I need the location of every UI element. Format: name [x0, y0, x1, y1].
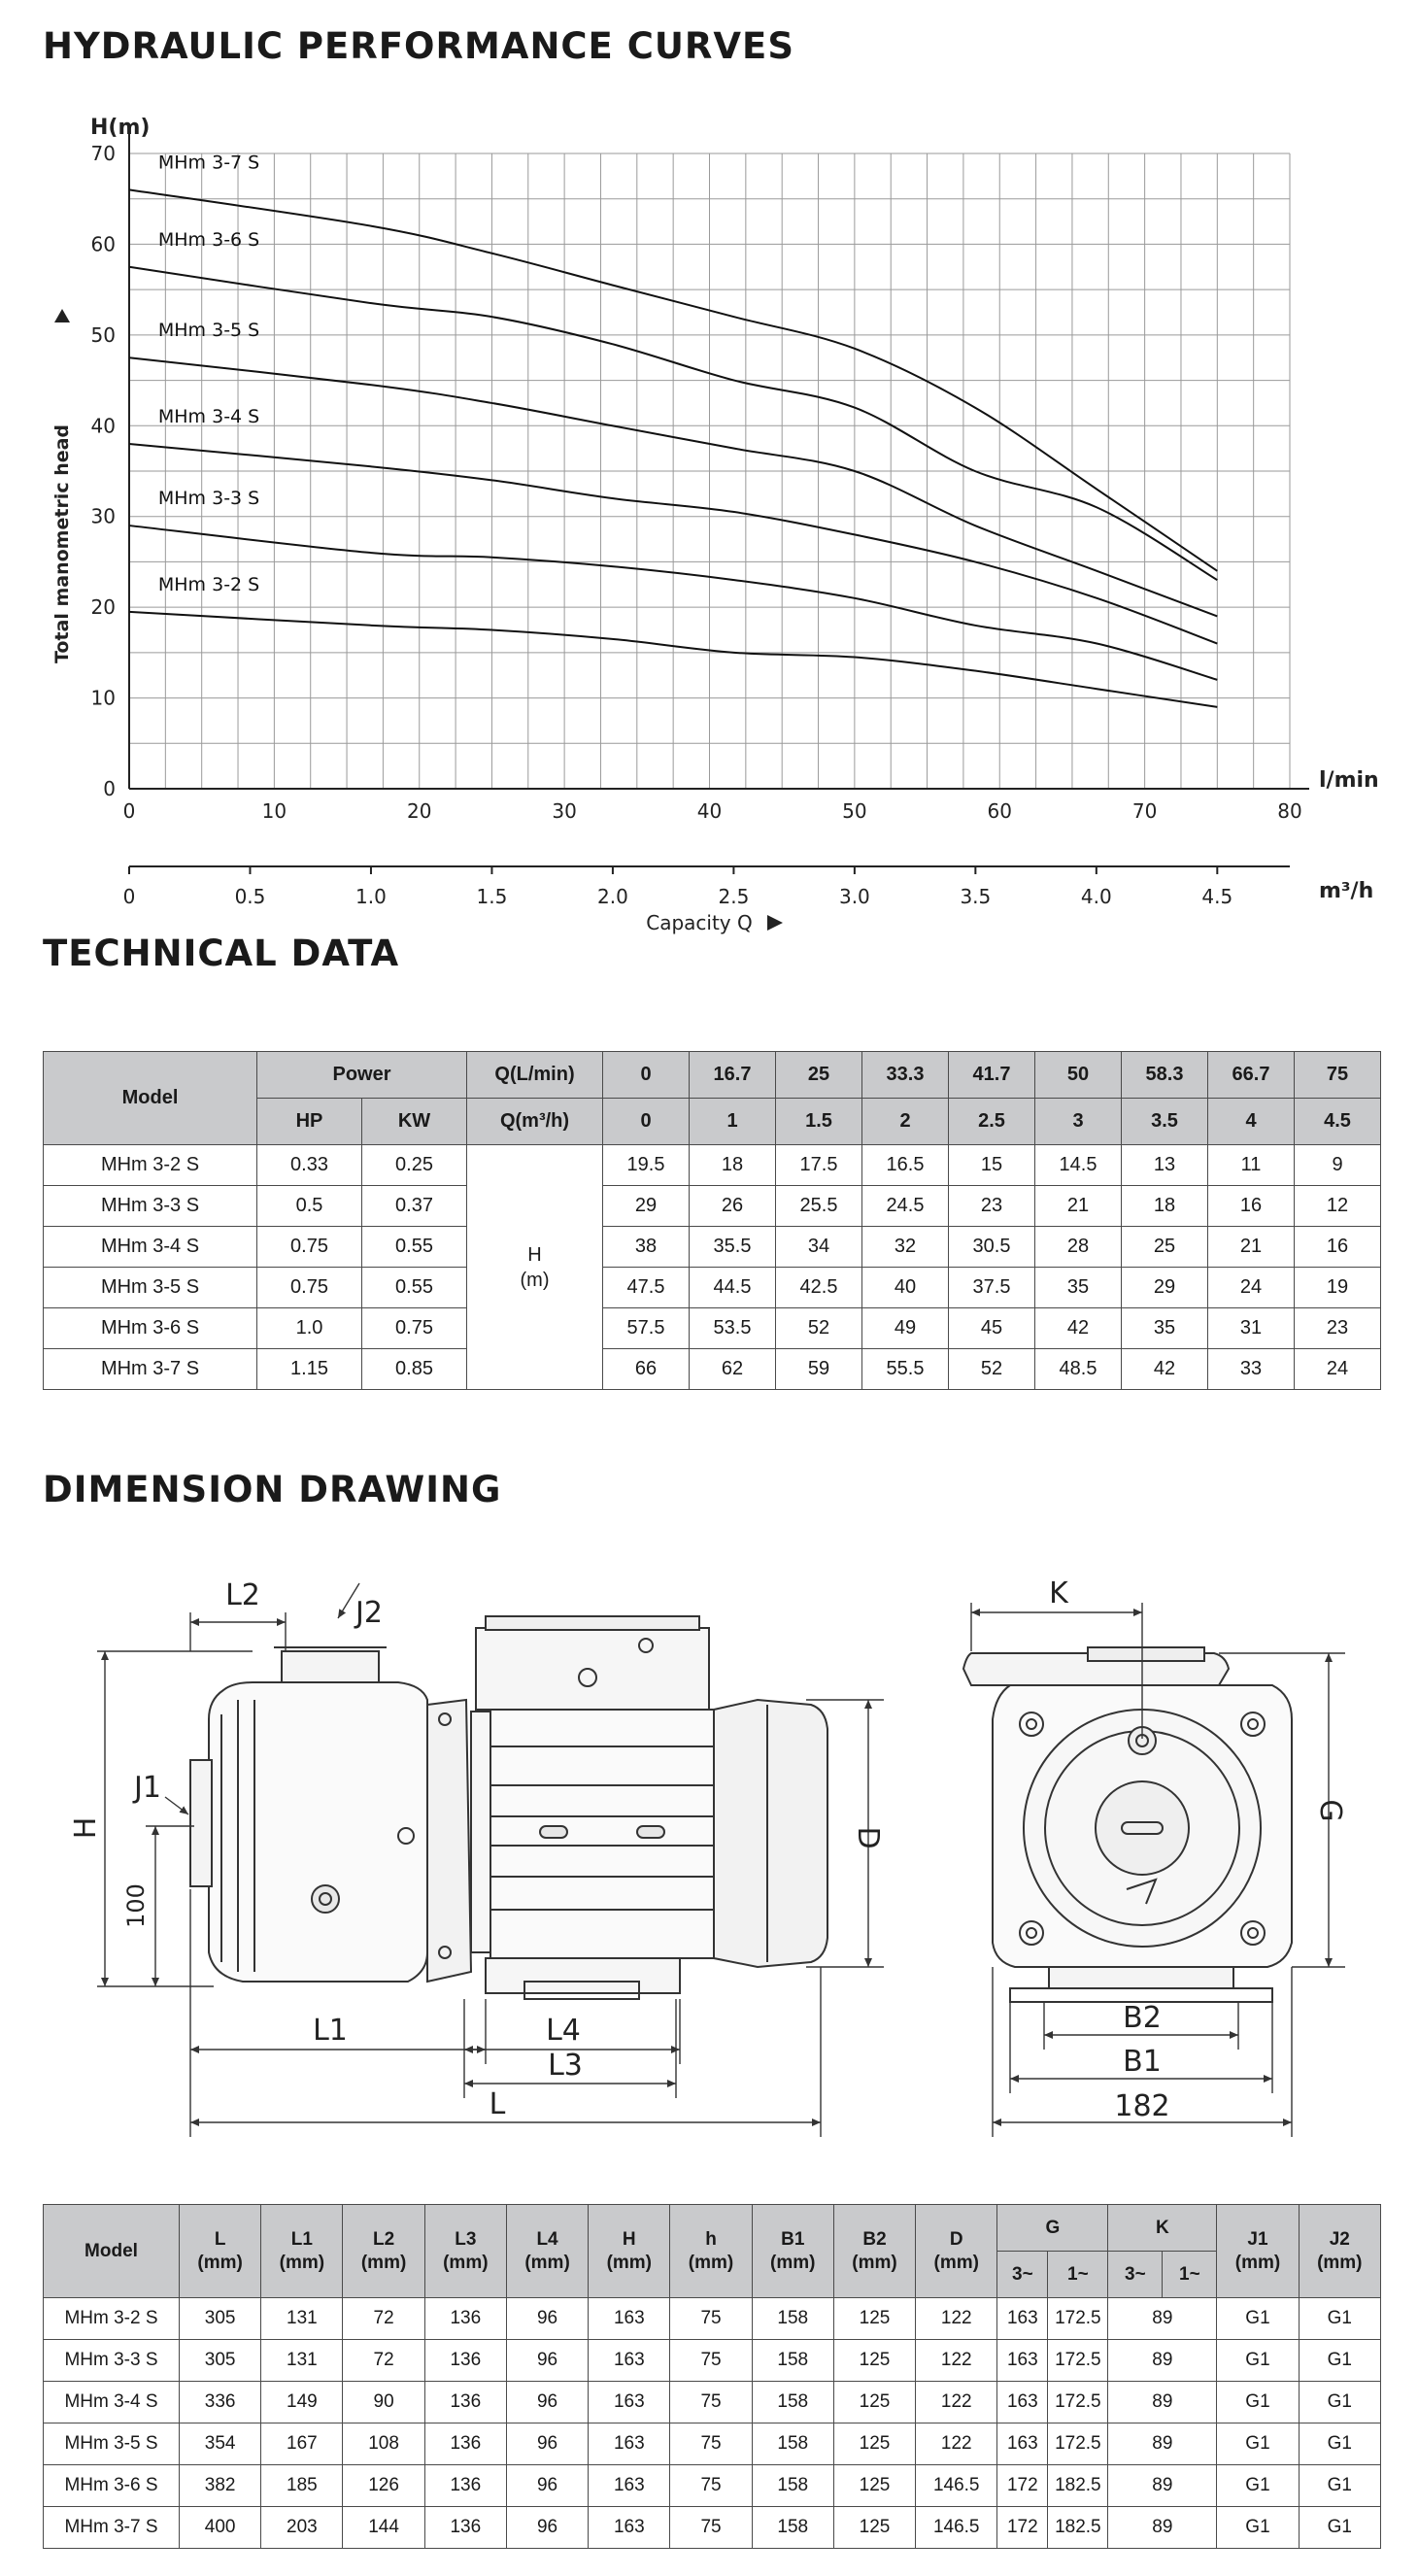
x-tick-label: 50 — [842, 799, 867, 823]
dim-cell-l2: 72 — [343, 2298, 424, 2340]
label-J1: J1 — [134, 1771, 161, 1805]
tech-cell-head: 29 — [603, 1186, 690, 1227]
dim-cell-l4: 96 — [506, 2340, 588, 2382]
tech-q-lmin: 41.7 — [949, 1052, 1035, 1099]
dim-cell-b1: 158 — [752, 2382, 833, 2423]
tech-q-lmin: 25 — [776, 1052, 862, 1099]
tech-q-lmin: 0 — [603, 1052, 690, 1099]
tech-cell-head: 30.5 — [949, 1227, 1035, 1268]
x2-tick-label: 0.5 — [234, 885, 266, 908]
tech-row — [44, 1145, 1381, 1186]
dim-cell-h: 163 — [589, 2382, 670, 2423]
dim-row — [44, 2382, 1381, 2423]
tech-cell-model: MHm 3-4 S — [44, 1227, 257, 1268]
x2-tick-label: 1.5 — [476, 885, 508, 908]
dim-cell-b2: 125 — [833, 2340, 915, 2382]
dim-cell-l1: 203 — [261, 2507, 343, 2549]
x2-tick-label: 3.5 — [960, 885, 992, 908]
dim-cell-h: 75 — [670, 2465, 752, 2507]
tech-q-lmin: 50 — [1035, 1052, 1122, 1099]
tech-cell-head: 38 — [603, 1227, 690, 1268]
tech-cell-head: 62 — [690, 1349, 776, 1390]
tech-cell-head: 23 — [949, 1186, 1035, 1227]
dim-cell-j2: G1 — [1299, 2340, 1380, 2382]
dim-cell-b1: 158 — [752, 2465, 833, 2507]
x2-tick-label: 3.0 — [838, 885, 870, 908]
dim-cell-b2: 125 — [833, 2298, 915, 2340]
chart-axes — [129, 124, 1309, 874]
tech-cell-head: 42 — [1035, 1308, 1122, 1349]
dim-header-L3: L3 (mm) — [424, 2205, 506, 2298]
x-tick-label: 60 — [987, 799, 1012, 823]
tech-cell-hp: 0.33 — [257, 1145, 362, 1186]
series-label: MHm 3-4 S — [157, 405, 260, 427]
dim-cell-j2: G1 — [1299, 2423, 1380, 2465]
dim-cell-d: 146.5 — [916, 2465, 997, 2507]
dim-header-L1: L1 (mm) — [261, 2205, 343, 2298]
tech-cell-head: 49 — [862, 1308, 949, 1349]
dim-cell-j2: G1 — [1299, 2382, 1380, 2423]
tech-cell-head: 24 — [1295, 1349, 1381, 1390]
y-tick-label: 70 — [90, 142, 116, 165]
label-100: 100 — [122, 1883, 150, 1928]
x2-tick-label: 2.5 — [718, 885, 750, 908]
dim-cell-k: 89 — [1108, 2423, 1217, 2465]
dim-cell-b1: 158 — [752, 2340, 833, 2382]
tech-cell-head: 24.5 — [862, 1186, 949, 1227]
label-H: H — [69, 1816, 103, 1840]
dim-header-J1: J1 (mm) — [1217, 2205, 1299, 2298]
dim-cell-j2: G1 — [1299, 2298, 1380, 2340]
dim-cell-j1: G1 — [1217, 2423, 1299, 2465]
dim-cell-l2: 144 — [343, 2507, 424, 2549]
dim-cell-l: 336 — [180, 2382, 261, 2423]
dim-cell-g3: 163 — [997, 2382, 1048, 2423]
dim-cell-k: 89 — [1108, 2465, 1217, 2507]
tech-cell-head: 19.5 — [603, 1145, 690, 1186]
dim-cell-h: 163 — [589, 2423, 670, 2465]
dim-header-L: L (mm) — [180, 2205, 261, 2298]
x-tick-label: 20 — [407, 799, 432, 823]
dim-cell-l: 305 — [180, 2298, 261, 2340]
label-182: 182 — [1114, 2089, 1170, 2123]
tech-section-title: TECHNICAL DATA — [43, 932, 400, 974]
tech-cell-model: MHm 3-6 S — [44, 1308, 257, 1349]
label-B1: B1 — [1123, 2045, 1162, 2079]
tech-cell-head: 59 — [776, 1349, 862, 1390]
dimension-table — [43, 2204, 1381, 2549]
dim-cell-l2: 108 — [343, 2423, 424, 2465]
tech-q-m3h: 2 — [862, 1099, 949, 1145]
dim-cell-l4: 96 — [506, 2382, 588, 2423]
tech-cell-head: 45 — [949, 1308, 1035, 1349]
tech-cell-hp: 1.0 — [257, 1308, 362, 1349]
curves-section-title: HYDRAULIC PERFORMANCE CURVES — [43, 25, 794, 67]
tech-cell-head: 35 — [1122, 1308, 1208, 1349]
dim-cell-k: 89 — [1108, 2507, 1217, 2549]
dim-cell-l3: 136 — [424, 2465, 506, 2507]
dim-cell-b2: 125 — [833, 2507, 915, 2549]
dim-cell-l3: 136 — [424, 2298, 506, 2340]
dim-cell-l: 305 — [180, 2340, 261, 2382]
tech-row — [44, 1308, 1381, 1349]
tech-cell-head: 16.5 — [862, 1145, 949, 1186]
x-tick-label: 70 — [1131, 799, 1158, 823]
dim-cell-l4: 96 — [506, 2465, 588, 2507]
tech-cell-head: 16 — [1208, 1186, 1295, 1227]
dim-cell-j1: G1 — [1217, 2465, 1299, 2507]
label-G: G — [1313, 1799, 1347, 1822]
dim-cell-g3: 172 — [997, 2507, 1048, 2549]
tech-cell-head: 18 — [690, 1145, 776, 1186]
dim-cell-d: 122 — [916, 2423, 997, 2465]
tech-cell-kw: 0.55 — [362, 1227, 467, 1268]
tech-cell-model: MHm 3-5 S — [44, 1268, 257, 1308]
dim-cell-l3: 136 — [424, 2507, 506, 2549]
tech-cell-head: 44.5 — [690, 1268, 776, 1308]
x-tick-label: 0 — [122, 799, 136, 823]
tech-row — [44, 1227, 1381, 1268]
tech-q-lmin: 16.7 — [690, 1052, 776, 1099]
dim-cell-model: MHm 3-6 S — [44, 2465, 180, 2507]
tech-cell-head: 25.5 — [776, 1186, 862, 1227]
dim-cell-l2: 90 — [343, 2382, 424, 2423]
y-tick-label: 10 — [90, 686, 116, 710]
tech-cell-kw: 0.37 — [362, 1186, 467, 1227]
series-label: MHm 3-5 S — [157, 320, 260, 342]
tech-power-header: Power — [257, 1052, 467, 1099]
dim-cell-b2: 125 — [833, 2423, 915, 2465]
dim-header-L2: L2 (mm) — [343, 2205, 424, 2298]
x2-tick-label: 2.0 — [597, 885, 628, 908]
dim-cell-b1: 158 — [752, 2298, 833, 2340]
dim-cell-h: 163 — [589, 2298, 670, 2340]
dim-cell-k: 89 — [1108, 2382, 1217, 2423]
side-view — [190, 1616, 827, 1999]
dim-cell-h: 163 — [589, 2507, 670, 2549]
dim-header-g-1: 1~ — [1048, 2252, 1108, 2298]
tech-cell-head: 9 — [1295, 1145, 1381, 1186]
tech-cell-head: 48.5 — [1035, 1349, 1122, 1390]
dim-cell-g1: 182.5 — [1048, 2507, 1108, 2549]
tech-cell-head: 26 — [690, 1186, 776, 1227]
label-J2: J2 — [355, 1596, 383, 1630]
series-label: MHm 3-2 S — [157, 573, 260, 595]
tech-model-header: Model — [44, 1052, 257, 1145]
dim-cell-d: 122 — [916, 2382, 997, 2423]
dim-row — [44, 2423, 1381, 2465]
tech-cell-head: 31 — [1208, 1308, 1295, 1349]
tech-cell-head: 12 — [1295, 1186, 1381, 1227]
tech-kw-header: KW — [362, 1099, 467, 1145]
technical-data-table — [43, 1051, 1381, 1390]
tech-cell-hp: 1.15 — [257, 1349, 362, 1390]
tech-hp-header: HP — [257, 1099, 362, 1145]
label-L: L — [489, 2087, 506, 2121]
dim-header-L4: L4 (mm) — [506, 2205, 588, 2298]
dim-header-h: h (mm) — [670, 2205, 752, 2298]
y-tick-label: 60 — [90, 232, 116, 256]
dim-cell-h: 163 — [589, 2465, 670, 2507]
tech-cell-head: 35.5 — [690, 1227, 776, 1268]
tech-cell-head: 18 — [1122, 1186, 1208, 1227]
tech-cell-head: 23 — [1295, 1308, 1381, 1349]
tech-q-lmin: 33.3 — [862, 1052, 949, 1099]
front-view — [963, 1647, 1292, 2002]
label-D: D — [851, 1826, 885, 1849]
dim-cell-b2: 125 — [833, 2382, 915, 2423]
tech-cell-model: MHm 3-3 S — [44, 1186, 257, 1227]
dim-cell-l1: 167 — [261, 2423, 343, 2465]
dim-cell-d: 122 — [916, 2340, 997, 2382]
series-label: MHm 3-6 S — [157, 228, 260, 251]
tech-cell-head: 47.5 — [603, 1268, 690, 1308]
dim-cell-h: 75 — [670, 2507, 752, 2549]
dim-header-model: Model — [44, 2205, 180, 2298]
dim-cell-l4: 96 — [506, 2298, 588, 2340]
tech-cell-model: MHm 3-7 S — [44, 1349, 257, 1390]
x2-tick-label: 1.0 — [355, 885, 387, 908]
dim-cell-b1: 158 — [752, 2423, 833, 2465]
dim-cell-j1: G1 — [1217, 2340, 1299, 2382]
tech-cell-head: 21 — [1035, 1186, 1122, 1227]
dim-cell-d: 122 — [916, 2298, 997, 2340]
tech-cell-head: 13 — [1122, 1145, 1208, 1186]
y-tick-label: 30 — [90, 504, 116, 528]
x-axis-arrow-icon — [767, 915, 783, 931]
tech-cell-head: 25 — [1122, 1227, 1208, 1268]
tech-q-m3h: 1.5 — [776, 1099, 862, 1145]
dim-cell-l3: 136 — [424, 2382, 506, 2423]
tech-cell-head: 66 — [603, 1349, 690, 1390]
dim-cell-l1: 185 — [261, 2465, 343, 2507]
tech-cell-kw: 0.85 — [362, 1349, 467, 1390]
x2-tick-label: 0 — [122, 885, 136, 908]
tech-row — [44, 1268, 1381, 1308]
tech-q-m3h: 4 — [1208, 1099, 1295, 1145]
dim-header-H: H (mm) — [589, 2205, 670, 2298]
dim-row — [44, 2507, 1381, 2549]
dim-cell-k: 89 — [1108, 2340, 1217, 2382]
dim-cell-model: MHm 3-2 S — [44, 2298, 180, 2340]
tech-cell-head: 29 — [1122, 1268, 1208, 1308]
y-tick-label: 50 — [90, 322, 116, 347]
tech-q-m3h: 2.5 — [949, 1099, 1035, 1145]
tech-cell-head: 19 — [1295, 1268, 1381, 1308]
dim-cell-l: 382 — [180, 2465, 261, 2507]
dim-cell-b2: 125 — [833, 2465, 915, 2507]
performance-chart — [0, 97, 1418, 1010]
tech-q-lmin: 66.7 — [1208, 1052, 1295, 1099]
chart-grid — [129, 153, 1290, 789]
x2-tick-label: 4.5 — [1201, 885, 1233, 908]
tech-q-m3h: 3.5 — [1122, 1099, 1208, 1145]
tech-cell-head: 14.5 — [1035, 1145, 1122, 1186]
dim-cell-l2: 126 — [343, 2465, 424, 2507]
dim-cell-l: 354 — [180, 2423, 261, 2465]
tech-cell-head: 52 — [776, 1308, 862, 1349]
tech-cell-head: 33 — [1208, 1349, 1295, 1390]
dim-cell-l1: 131 — [261, 2340, 343, 2382]
tech-cell-head: 40 — [862, 1268, 949, 1308]
tech-cell-head: 28 — [1035, 1227, 1122, 1268]
tech-q-m3h: 1 — [690, 1099, 776, 1145]
dim-cell-g3: 163 — [997, 2298, 1048, 2340]
tech-cell-head: 53.5 — [690, 1308, 776, 1349]
dim-cell-model: MHm 3-7 S — [44, 2507, 180, 2549]
dim-cell-model: MHm 3-4 S — [44, 2382, 180, 2423]
dim-cell-g1: 172.5 — [1048, 2382, 1108, 2423]
tech-q-m3h: 3 — [1035, 1099, 1122, 1145]
tech-cell-model: MHm 3-2 S — [44, 1145, 257, 1186]
dim-cell-j1: G1 — [1217, 2298, 1299, 2340]
dim-cell-l3: 136 — [424, 2423, 506, 2465]
dim-cell-g1: 172.5 — [1048, 2340, 1108, 2382]
dim-cell-g3: 163 — [997, 2340, 1048, 2382]
tech-cell-head: 32 — [862, 1227, 949, 1268]
dim-cell-d: 146.5 — [916, 2507, 997, 2549]
dim-header-k-1: 1~ — [1163, 2252, 1217, 2298]
dim-cell-h: 75 — [670, 2340, 752, 2382]
series-label: MHm 3-3 S — [157, 488, 260, 510]
tech-q-lmin: 58.3 — [1122, 1052, 1208, 1099]
label-L2: L2 — [225, 1578, 260, 1612]
tech-cell-head: 21 — [1208, 1227, 1295, 1268]
tech-cell-hp: 0.75 — [257, 1227, 362, 1268]
tech-cell-head: 37.5 — [949, 1268, 1035, 1308]
dim-cell-g1: 172.5 — [1048, 2298, 1108, 2340]
dim-cell-l1: 149 — [261, 2382, 343, 2423]
dim-cell-j1: G1 — [1217, 2507, 1299, 2549]
x-unit-label: l/min — [1319, 768, 1379, 793]
tech-cell-hp: 0.5 — [257, 1186, 362, 1227]
label-L3: L3 — [548, 2049, 583, 2083]
y-tick-label: 20 — [90, 595, 116, 620]
tech-cell-head: 55.5 — [862, 1349, 949, 1390]
dim-cell-j2: G1 — [1299, 2465, 1380, 2507]
label-B2: B2 — [1123, 2001, 1162, 2035]
y-tick-label: 40 — [90, 414, 116, 438]
x-tick-label: 10 — [261, 799, 287, 823]
dim-cell-g1: 182.5 — [1048, 2465, 1108, 2507]
dim-cell-g3: 163 — [997, 2423, 1048, 2465]
dim-row — [44, 2465, 1381, 2507]
y-axis-title: Total manometric head — [51, 424, 73, 664]
dim-cell-g3: 172 — [997, 2465, 1048, 2507]
tech-cell-head: 11 — [1208, 1145, 1295, 1186]
tech-cell-head: 57.5 — [603, 1308, 690, 1349]
dim-cell-j1: G1 — [1217, 2382, 1299, 2423]
y-unit-label: H(m) — [90, 116, 151, 140]
dim-cell-l3: 136 — [424, 2340, 506, 2382]
tech-cell-head: 17.5 — [776, 1145, 862, 1186]
dim-header-g-3: 3~ — [997, 2252, 1048, 2298]
dim-row — [44, 2298, 1381, 2340]
dim-header-k-3: 3~ — [1108, 2252, 1163, 2298]
tech-q-m3h: 4.5 — [1295, 1099, 1381, 1145]
dim-cell-k: 89 — [1108, 2298, 1217, 2340]
dim-cell-j2: G1 — [1299, 2507, 1380, 2549]
dim-cell-h: 163 — [589, 2340, 670, 2382]
dim-section-title: DIMENSION DRAWING — [43, 1469, 502, 1510]
dim-cell-l4: 96 — [506, 2423, 588, 2465]
label-L1: L1 — [313, 2014, 348, 2048]
x2-tick-label: 4.0 — [1080, 885, 1112, 908]
tech-cell-head: 34 — [776, 1227, 862, 1268]
dim-cell-l4: 96 — [506, 2507, 588, 2549]
tech-row — [44, 1186, 1381, 1227]
tech-cell-kw: 0.25 — [362, 1145, 467, 1186]
dimension-drawing — [0, 1554, 1418, 2156]
tech-cell-head: 24 — [1208, 1268, 1295, 1308]
dim-header-J2: J2 (mm) — [1299, 2205, 1380, 2298]
tech-cell-head: 42 — [1122, 1349, 1208, 1390]
x-tick-label: 80 — [1277, 799, 1302, 823]
tech-cell-head: 35 — [1035, 1268, 1122, 1308]
y-axis-arrow-icon — [54, 309, 70, 322]
tech-cell-head: 52 — [949, 1349, 1035, 1390]
dim-row — [44, 2340, 1381, 2382]
y-tick-label: 0 — [103, 777, 116, 800]
tech-row — [44, 1349, 1381, 1390]
x-axis-caption: Capacity Q — [646, 911, 753, 934]
dim-cell-l: 400 — [180, 2507, 261, 2549]
tech-cell-head: 15 — [949, 1145, 1035, 1186]
dim-header-K: K — [1108, 2205, 1217, 2252]
x2-unit-label: m³/h — [1319, 879, 1374, 903]
tech-q-lmin-header: Q(L/min) — [467, 1052, 603, 1099]
dim-cell-l1: 131 — [261, 2298, 343, 2340]
label-L4: L4 — [546, 2014, 581, 2048]
tech-q-lmin: 75 — [1295, 1052, 1381, 1099]
dim-cell-model: MHm 3-3 S — [44, 2340, 180, 2382]
dim-cell-b1: 158 — [752, 2507, 833, 2549]
tech-cell-hp: 0.75 — [257, 1268, 362, 1308]
dim-cell-h: 75 — [670, 2382, 752, 2423]
dim-header-G: G — [997, 2205, 1108, 2252]
dim-cell-h: 75 — [670, 2423, 752, 2465]
tech-cell-kw: 0.55 — [362, 1268, 467, 1308]
dim-header-B2: B2 (mm) — [833, 2205, 915, 2298]
dim-header-B1: B1 (mm) — [752, 2205, 833, 2298]
series-label: MHm 3-7 S — [157, 152, 260, 174]
dim-header-D: D (mm) — [916, 2205, 997, 2298]
tech-cell-kw: 0.75 — [362, 1308, 467, 1349]
tech-cell-head: 16 — [1295, 1227, 1381, 1268]
tech-q-m3h-header: Q(m³/h) — [467, 1099, 603, 1145]
label-K: K — [1049, 1576, 1068, 1610]
tech-q-m3h: 0 — [603, 1099, 690, 1145]
dim-cell-l2: 72 — [343, 2340, 424, 2382]
chart-labels — [51, 116, 1379, 934]
dim-cell-model: MHm 3-5 S — [44, 2423, 180, 2465]
dim-cell-h: 75 — [670, 2298, 752, 2340]
x-tick-label: 40 — [696, 799, 723, 823]
dim-cell-g1: 172.5 — [1048, 2423, 1108, 2465]
x-tick-label: 30 — [552, 799, 577, 823]
tech-cell-h-label: H (m) — [467, 1145, 603, 1390]
tech-cell-head: 42.5 — [776, 1268, 862, 1308]
